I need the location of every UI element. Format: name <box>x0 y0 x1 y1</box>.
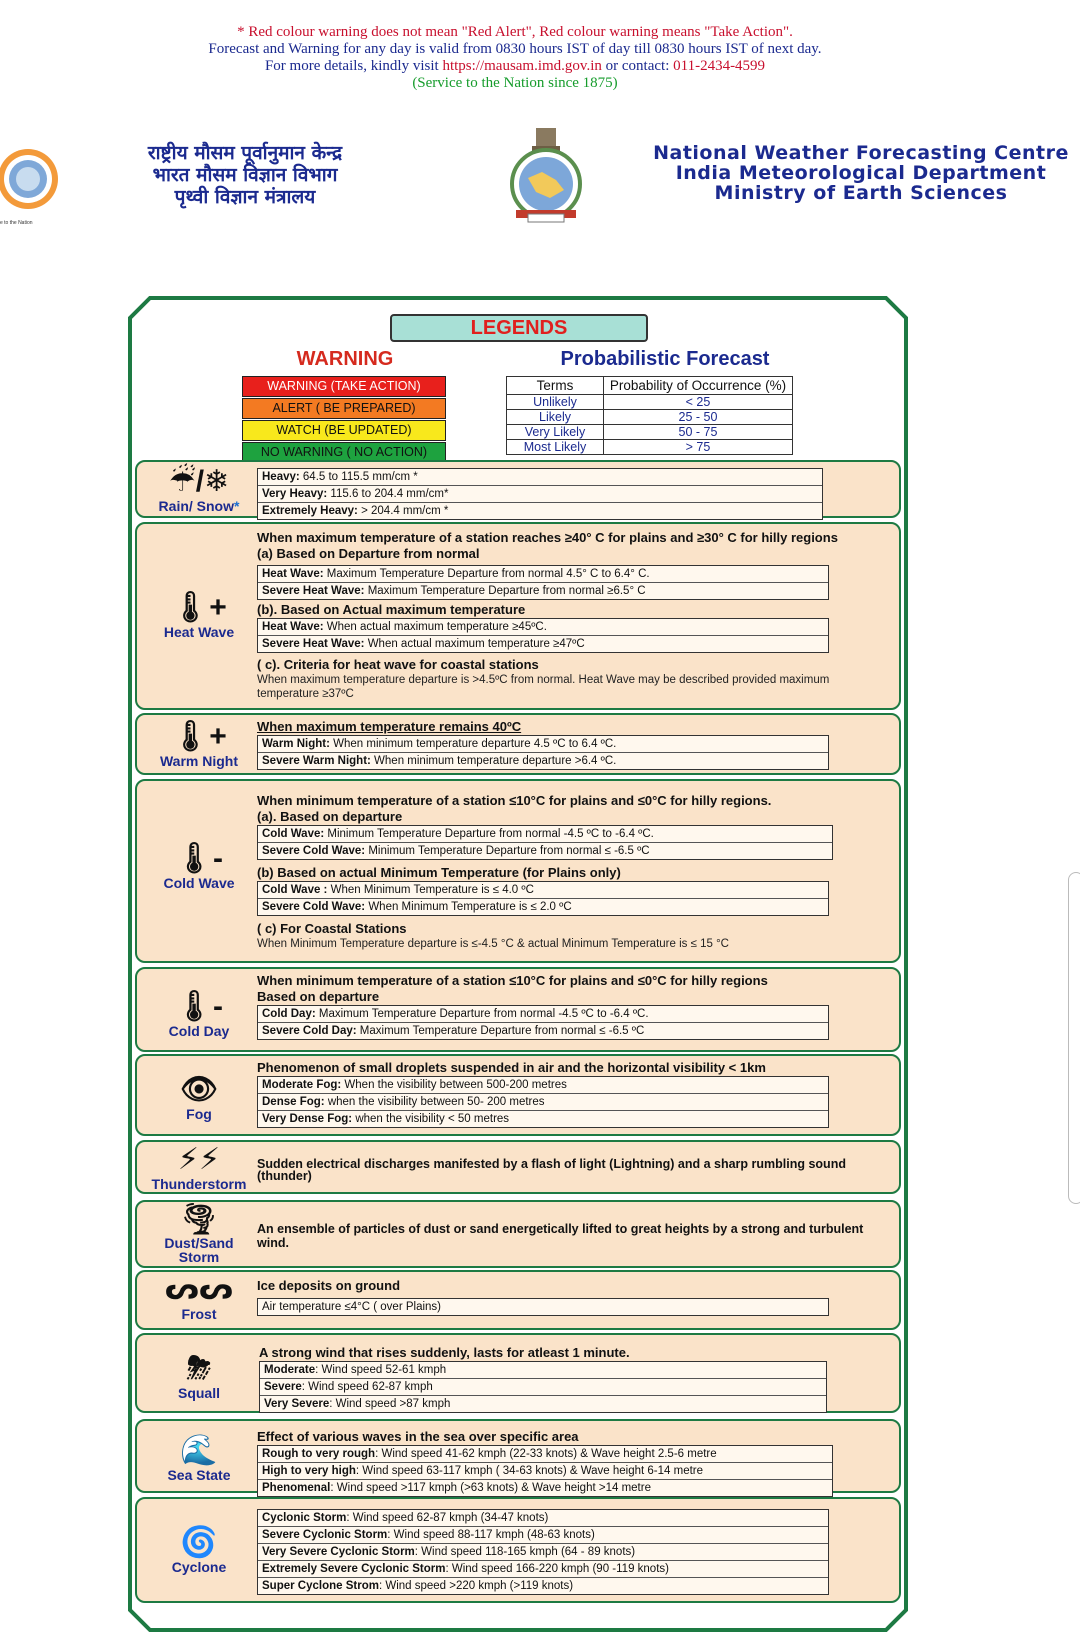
fog-icon-group <box>137 1074 261 1122</box>
table-cell: Unlikely <box>507 395 604 410</box>
panel-dust-storm <box>135 1200 901 1268</box>
list-item <box>258 826 832 843</box>
warning-level-yellow: WATCH (BE UPDATED) <box>242 420 446 441</box>
list-item <box>260 1362 826 1379</box>
panel-fog <box>135 1054 901 1136</box>
heat-wave-sub-a: (a) Based on Departure from normal <box>257 546 480 561</box>
notice-line-4: (Service to the Nation since 1875) <box>412 75 618 91</box>
thermometer-down-icon: 🌡- <box>174 842 224 875</box>
list-item <box>258 1446 832 1463</box>
sea-state-head: Effect of various waves in the sea over specific area <box>257 1429 579 1444</box>
notice-block <box>0 24 1030 92</box>
list-item <box>258 843 832 859</box>
term: Super Cyclone Strom <box>262 1580 379 1592</box>
dust-storm-icon-group <box>137 1204 261 1264</box>
heat-wave-box-b <box>257 618 829 653</box>
warning-level-orange: ALERT ( BE PREPARED) <box>242 398 446 419</box>
table-header-cell: Terms <box>507 377 604 395</box>
term-desc: Minimum Temperature Departure from normal ≤ -6.5 ºC <box>365 845 650 857</box>
header-hindi-line-1: राष्ट्रीय मौसम पूर्वानुमान केन्द्र <box>147 142 343 164</box>
header-english-line-3: Ministry of Earth Sciences <box>714 182 1008 204</box>
term: Very Heavy: <box>262 488 328 500</box>
table-row <box>507 425 793 440</box>
term: Cold Day: <box>262 1008 316 1020</box>
term-desc: : Wind speed 88-117 kmph (48-63 knots) <box>387 1529 595 1541</box>
term-desc: When minimum temperature departure >6.4 ºC. <box>370 755 617 767</box>
squall-icon-group <box>137 1353 261 1401</box>
notice-line-1: * Red colour warning does not mean "Red Alert", Red colour warning means "Take Action". <box>237 24 793 40</box>
term-desc: 64.5 to 115.5 mm/cm * <box>299 471 418 483</box>
notice-line-3-mid: or contact: <box>601 58 674 74</box>
cyclone-box <box>257 1509 829 1595</box>
list-item <box>260 1379 826 1396</box>
rain-snow-label: Rain/ Snow <box>158 498 234 514</box>
term: Moderate Fog: <box>262 1079 342 1091</box>
list-item <box>258 1527 828 1544</box>
term: Phenomenal <box>262 1482 331 1494</box>
list-item <box>258 899 828 915</box>
list-item <box>258 1578 828 1594</box>
heat-wave-head: When maximum temperature of a station reaches ≥40° C for plains and ≥30° C for hilly regions <box>257 530 838 545</box>
term: Very Dense Fog: <box>262 1113 353 1125</box>
list-item <box>258 619 828 636</box>
cyclone-body <box>257 1509 883 1595</box>
thunderstorm-icon-group <box>137 1144 261 1192</box>
term: Cyclonic Storm <box>262 1512 347 1524</box>
term-desc: When actual maximum temperature ≥47ºC <box>364 638 585 650</box>
thermometer-up-icon: 🌡+ <box>171 591 227 624</box>
term-desc: Air temperature ≤4°C ( over Plains) <box>262 1301 441 1313</box>
term-desc: : Wind speed 118-165 kmph (64 - 89 knots) <box>414 1546 636 1558</box>
panel-rain-snow <box>135 460 901 518</box>
term: Dense Fog: <box>262 1096 325 1108</box>
frost-body <box>257 1278 883 1316</box>
cold-wave-box-a <box>257 825 833 860</box>
rain-snow-icon: ☔/❄ <box>168 465 230 498</box>
term-desc: when the visibility < 50 metres <box>352 1113 510 1125</box>
list-item <box>258 1006 828 1023</box>
table-cell: Very Likely <box>507 425 604 440</box>
fog-body <box>257 1060 883 1128</box>
panel-squall <box>135 1333 901 1413</box>
squall-head: A strong wind that rises suddenly, lasts for atleast 1 minute. <box>259 1345 630 1360</box>
rain-snow-box <box>257 468 823 520</box>
warning-title: WARNING <box>296 348 394 370</box>
list-item <box>258 1094 828 1111</box>
term: Cold Wave : <box>262 884 328 896</box>
sea-state-body <box>257 1429 883 1497</box>
term-desc: : Wind speed 63-117 kmph ( 34-63 knots) & Wave height 6-14 metre <box>355 1465 704 1477</box>
term: Moderate <box>264 1364 316 1376</box>
contact-phone[interactable]: 011-2434-4599 <box>673 58 766 74</box>
header-english <box>636 143 1080 203</box>
fog-label: Fog <box>186 1106 212 1122</box>
header-hindi-line-2: भारत मौसम विज्ञान विभाग <box>152 164 338 186</box>
sea-state-label: Sea State <box>167 1467 231 1483</box>
list-item <box>258 486 822 503</box>
cold-wave-sub-b: (b) Based on actual Minimum Temperature (for Plains only) <box>257 865 621 880</box>
cold-wave-sub-c: ( c) For Coastal Stations <box>257 921 407 936</box>
term: High to very high <box>262 1465 356 1477</box>
term-desc: Maximum Temperature Departure from normal 4.5° C to 6.4° C. <box>323 568 650 580</box>
term: Heavy: <box>262 471 300 483</box>
header-english-line-1: National Weather Forecasting Centre <box>653 142 1069 164</box>
term-desc: When actual maximum temperature ≥45ºC. <box>323 621 547 633</box>
term: Severe Heat Wave: <box>262 638 365 650</box>
table-row <box>507 395 793 410</box>
term: Very Severe Cyclonic Storm <box>262 1546 415 1558</box>
table-cell: < 25 <box>604 395 793 410</box>
warm-night-label: Warm Night <box>159 753 239 769</box>
header-english-line-2: India Meteorological Department <box>675 162 1047 184</box>
term-desc: : Wind speed 41-62 kmph (22-33 knots) & Wave height 2.5-6 metre <box>375 1448 717 1460</box>
term: Extremely Heavy: <box>262 505 358 517</box>
squall-icon: ⛈ <box>187 1352 211 1385</box>
term-desc: 115.6 to 204.4 mm/cm* <box>327 488 449 500</box>
legends-title: LEGENDS <box>390 314 648 342</box>
term-desc: Minimum Temperature Departure from normal -4.5 ºC to -6.4 ºC. <box>324 828 654 840</box>
rain-snow-body <box>257 468 823 520</box>
term: Severe <box>264 1381 302 1393</box>
dust-storm-icon: 🌪 <box>179 1203 219 1236</box>
frost-box <box>257 1298 829 1316</box>
warning-level-green: NO WARNING ( NO ACTION) <box>242 442 446 463</box>
term: Extremely Severe Cyclonic Storm <box>262 1563 446 1575</box>
term: Heat Wave: <box>262 568 324 580</box>
cold-wave-sub-a: (a). Based on departure <box>257 809 403 824</box>
imd-emblem <box>506 128 586 229</box>
website-link[interactable]: https://mausam.imd.gov.in <box>442 58 602 74</box>
list-item <box>258 736 828 753</box>
warm-night-icon-group <box>137 721 261 769</box>
list-item <box>258 1561 828 1578</box>
heat-wave-sub-b: (b). Based on Actual maximum temperature <box>257 602 526 617</box>
rain-snow-icon-group <box>137 466 261 514</box>
logo-caption: e to the Nation <box>0 220 33 226</box>
squall-label: Squall <box>177 1385 220 1401</box>
list-item <box>258 1480 832 1496</box>
eye-icon: 👁 <box>179 1073 219 1106</box>
dust-storm-text: An ensemble of particles of dust or sand energetically lifted to great heights by a strong and turbulent wind. <box>257 1222 864 1250</box>
table-row <box>507 440 793 455</box>
table-cell: Likely <box>507 410 604 425</box>
term-desc: > 204.4 mm/cm * <box>357 505 449 517</box>
table-row <box>507 377 793 395</box>
thunderstorm-label: Thunderstorm <box>151 1176 247 1192</box>
thunderstorm-body <box>257 1158 883 1182</box>
list-item <box>258 636 828 652</box>
cold-day-sub: Based on departure <box>257 989 380 1004</box>
panel-cold-wave <box>135 779 901 963</box>
warm-night-head: When maximum temperature remains 40ºC <box>257 719 522 734</box>
scrollbar[interactable] <box>1068 872 1080 1204</box>
notice-line-2: Forecast and Warning for any day is valid from 0830 hours IST of day till 0830 hours IST of next day. <box>208 41 822 57</box>
cold-wave-body <box>257 793 883 951</box>
cyclone-icon: 🌀 <box>180 1526 218 1559</box>
notice-line-3-prefix: For more details, kindly visit <box>264 58 443 74</box>
term-desc: : Wind speed 62-87 kmph <box>301 1381 433 1393</box>
sea-state-icon-group <box>137 1435 261 1483</box>
fog-box <box>257 1076 829 1128</box>
heat-wave-box-a <box>257 565 829 600</box>
heat-wave-sub-c: ( c). Criteria for heat wave for coastal stations <box>257 657 539 672</box>
cyclone-icon-group <box>137 1527 261 1575</box>
table-cell: Most Likely <box>507 440 604 455</box>
list-item <box>258 503 822 519</box>
list-item <box>258 882 828 899</box>
cold-day-label: Cold Day <box>168 1023 230 1039</box>
term-desc: : Wind speed >220 kmph (>119 knots) <box>378 1580 574 1592</box>
term-desc: when the visibility between 50- 200 metres <box>324 1096 545 1108</box>
table-row <box>507 410 793 425</box>
term-desc: : Wind speed 52-61 kmph <box>315 1364 447 1376</box>
dust-storm-body <box>257 1222 883 1250</box>
cold-wave-head: When minimum temperature of a station ≤10°C for plains and ≤0°C for hilly regions. <box>257 793 772 808</box>
table-header-cell: Probability of Occurrence (%) <box>604 377 793 395</box>
frost-label: Frost <box>181 1306 217 1322</box>
term: Warm Night: <box>262 738 330 750</box>
term-desc: When Minimum Temperature is ≤ 2.0 ºC <box>365 901 572 913</box>
term-desc: : Wind speed 62-87 kmph (34-47 knots) <box>346 1512 549 1524</box>
list-item <box>258 1111 828 1127</box>
cold-day-icon-group <box>137 991 261 1039</box>
cyclone-label: Cyclone <box>171 1559 227 1575</box>
imd-150-logo <box>0 143 64 222</box>
cold-wave-label: Cold Wave <box>163 875 235 891</box>
term: Very Severe <box>264 1398 330 1410</box>
waves-icon: 🌊 <box>180 1434 218 1467</box>
list-item <box>260 1396 826 1412</box>
list-item <box>258 566 828 583</box>
table-cell: 50 - 75 <box>604 425 793 440</box>
probability-table <box>506 376 793 455</box>
cold-day-box <box>257 1005 829 1040</box>
heat-wave-body <box>257 530 883 701</box>
term: Severe Warm Night: <box>262 755 371 767</box>
list-item <box>258 469 822 486</box>
term-desc: When Minimum Temperature is ≤ 4.0 ºC <box>327 884 534 896</box>
cold-wave-coastal-text: When Minimum Temperature departure is ≤-4.5 °C & actual Minimum Temperature is ≤ 15 °C <box>257 938 729 950</box>
list-item <box>258 1023 828 1039</box>
header-hindi <box>100 142 390 208</box>
panel-cold-day <box>135 967 901 1052</box>
cold-day-body <box>257 973 883 1040</box>
fog-head: Phenomenon of small droplets suspended in air and the horizontal visibility < 1km <box>257 1060 766 1075</box>
panel-warm-night <box>135 713 901 775</box>
term: Severe Cold Wave: <box>262 845 366 857</box>
table-cell: > 75 <box>604 440 793 455</box>
term: Heat Wave: <box>262 621 324 633</box>
thunderstorm-text: Sudden electrical discharges manifested by a flash of light (Lightning) and a sharp rumbling sound (thunder) <box>257 1157 846 1183</box>
list-item <box>258 1510 828 1527</box>
term: Cold Wave: <box>262 828 325 840</box>
squall-box <box>259 1361 827 1413</box>
frost-icon: ᔕᔕ <box>164 1273 234 1306</box>
term-desc: Maximum Temperature Departure from normal -4.5 ºC to -6.4 ºC. <box>315 1008 649 1020</box>
lightning-icon: ⚡⚡ <box>177 1143 221 1176</box>
term: Severe Cyclonic Storm <box>262 1529 388 1541</box>
sea-state-box <box>257 1445 833 1497</box>
probabilistic-title: Probabilistic Forecast <box>560 348 770 370</box>
term: Severe Heat Wave: <box>262 585 365 597</box>
term-desc: When the visibility between 500-200 metres <box>341 1079 567 1091</box>
term: Severe Cold Wave: <box>262 901 366 913</box>
term-desc: Maximum Temperature Departure from normal ≥6.5° C <box>364 585 646 597</box>
panel-sea-state <box>135 1419 901 1493</box>
warning-levels <box>242 376 446 464</box>
header-hindi-line-3: पृथ्वी विज्ञान मंत्रालय <box>174 186 316 208</box>
term: Severe Cold Day: <box>262 1025 357 1037</box>
warm-night-box <box>257 735 829 770</box>
term-desc: : Wind speed >117 kmph (>63 knots) & Wave height >14 metre <box>330 1482 651 1494</box>
panel-thunderstorm <box>135 1140 901 1194</box>
thermometer-up-icon: 🌡+ <box>171 720 227 753</box>
warning-level-red: WARNING (TAKE ACTION) <box>242 376 446 397</box>
thermometer-down-icon: 🌡- <box>174 990 224 1023</box>
heat-wave-icon-group <box>137 592 261 640</box>
dust-storm-label: Dust/Sand Storm <box>164 1235 234 1265</box>
cold-wave-box-b <box>257 881 829 916</box>
cold-wave-icon-group <box>137 843 261 891</box>
term-desc: : Wind speed >87 kmph <box>329 1398 451 1410</box>
warm-night-body <box>257 719 883 770</box>
notice-line-3 <box>0 58 1030 75</box>
panel-heat-wave <box>135 522 901 710</box>
rain-snow-star: * <box>234 498 240 514</box>
heat-wave-coastal-text: When maximum temperature departure is >4.5ºC from normal. Heat Wave may be described provided maximum temperature ≥37ºC <box>257 674 830 700</box>
panel-cyclone <box>135 1497 901 1603</box>
list-item <box>258 1463 832 1480</box>
term: Rough to very rough <box>262 1448 376 1460</box>
list-item <box>258 1077 828 1094</box>
table-cell: 25 - 50 <box>604 410 793 425</box>
list-item <box>258 1299 828 1315</box>
heat-wave-label: Heat Wave <box>163 624 235 640</box>
list-item <box>258 1544 828 1561</box>
list-item <box>258 583 828 599</box>
panel-frost <box>135 1270 901 1330</box>
term-desc: : Wind speed 166-220 kmph (90 -119 knots) <box>445 1563 669 1575</box>
term-desc: When minimum temperature departure 4.5 ºC to 6.4 ºC. <box>329 738 617 750</box>
cold-day-head: When minimum temperature of a station ≤10°C for plains and ≤0°C for hilly regions <box>257 973 768 988</box>
frost-icon-group <box>137 1274 261 1322</box>
term-desc: Maximum Temperature Departure from normal ≤ -6.5 ºC <box>356 1025 645 1037</box>
frost-head: Ice deposits on ground <box>257 1278 401 1293</box>
list-item <box>258 753 828 769</box>
squall-body <box>259 1345 883 1413</box>
